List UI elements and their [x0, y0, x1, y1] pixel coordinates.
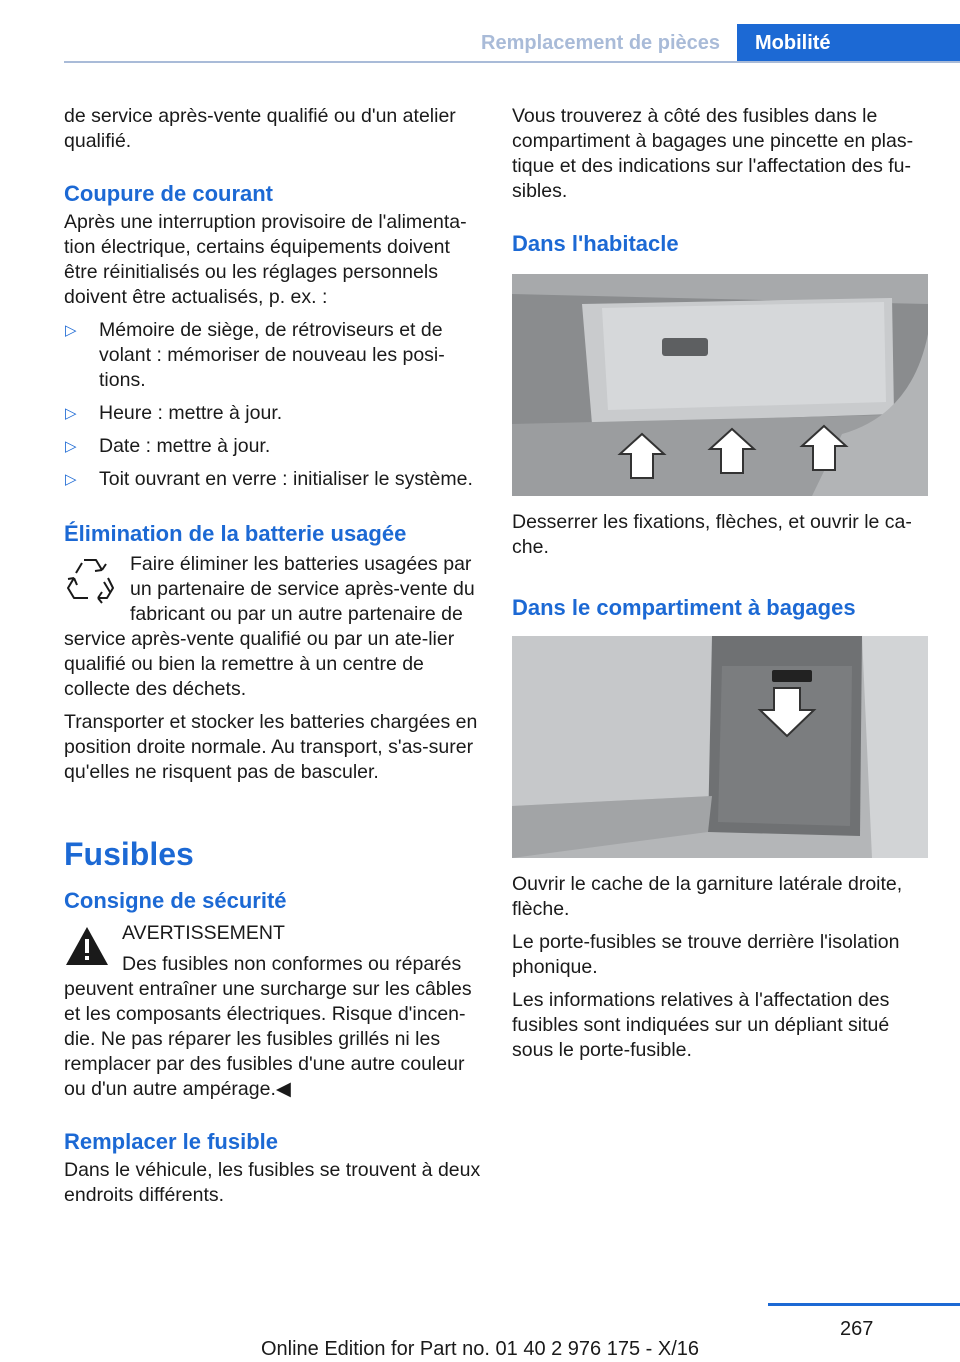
left-column: [64, 104, 482, 1208]
list-item: ▷ Heure : mettre à jour.: [65, 402, 283, 424]
running-header-section: Remplacement de pièces: [481, 32, 720, 54]
power-cut-text: Après une interruption provisoire de l'alimenta‐tion électrique, certains équipements doivent être réinitialisés ou les réglages personnels doivent être actualisés, p. ex. :: [64, 211, 467, 308]
fuses-heading: Fusibles: [64, 836, 194, 872]
cabin-heading: Dans l'habitacle: [512, 231, 679, 256]
list-item: ▷ Date : mettre à jour.: [65, 435, 271, 457]
footer-rule: [768, 1303, 960, 1306]
list-item: ▷ Mémoire de siège, de rétroviseurs et de volant : mémoriser de nouveau les posi‐tions.: [65, 319, 445, 391]
warning-label: AVERTISSEMENT: [122, 922, 285, 944]
fuse-assignment-text: Les informations relatives à l'affectation des fusibles sont indiquées sur un dépliant situé sous le porte-fusible.: [512, 989, 890, 1061]
warning-triangle-icon: [64, 925, 110, 967]
running-header-chapter: Mobilité: [737, 24, 960, 62]
replace-fuse-text: Dans le véhicule, les fusibles se trouvent à deux endroits différents.: [64, 1159, 481, 1206]
list-item: ▷ Toit ouvrant en verre : initialiser le système.: [65, 468, 473, 490]
disposal-block: [64, 552, 482, 702]
trunk-heading: Dans le compartiment à bagages: [512, 595, 856, 620]
warning-block: [64, 921, 482, 1102]
page-number: 267: [840, 1318, 874, 1340]
trunk-panel-photo: [512, 636, 928, 858]
triangle-bullet-icon: ▷: [65, 405, 77, 422]
edition-footer: Online Edition for Part no. 01 40 2 976 175 - X/16: [260, 1338, 700, 1360]
disposal-transport-text: Transporter et stocker les batteries chargées en position droite normale. Au transport, s'as‐surer qu'elles ne risquent pas de basculer.: [64, 711, 478, 783]
power-cut-heading: Coupure de courant: [64, 181, 274, 206]
warning-text: Des fusibles non conformes ou réparés peuvent entraîner une surcharge sur les câbles et les composants électriques. Risque d'incen‐die. Ne pas réparer les fusibles grillés ni les remplacer par des fusibles d'une autre couleur ou d'un autre ampérage.◀: [64, 953, 472, 1100]
cabin-caption: Desserrer les fixations, flèches, et ouvrir le ca‐che.: [512, 511, 912, 558]
trunk-caption: Ouvrir le cache de la garniture latérale droite, flèche.: [512, 873, 903, 920]
intro-paragraph: de service après-vente qualifié ou d'un atelier qualifié.: [64, 105, 456, 152]
recycle-icon: [64, 552, 116, 604]
header-rule: [64, 61, 960, 63]
triangle-bullet-icon: ▷: [65, 471, 77, 488]
power-cut-list: [64, 318, 482, 492]
triangle-bullet-icon: ▷: [65, 322, 77, 339]
triangle-bullet-icon: ▷: [65, 438, 77, 455]
right-column: [512, 104, 930, 1063]
disposal-heading: Élimination de la batterie usagée: [64, 521, 407, 546]
pincer-text: Vous trouverez à côté des fusibles dans le compartiment à bagages une pincette en plas‐tique et des indications sur l'affectation des fu‐sibles.: [512, 105, 914, 202]
disposal-text: Faire éliminer les batteries usagées par un partenaire de service après-vente du fabricant ou par un autre partenaire de service après-vente qualifié ou par un ate‐lier qualifié ou bien la remettre à un centre de collecte des déchets.: [64, 553, 475, 700]
replace-fuse-heading: Remplacer le fusible: [64, 1129, 278, 1154]
safety-heading: Consigne de sécurité: [64, 888, 287, 913]
fuse-holder-location-text: Le porte-fusibles se trouve derrière l'isolation phonique.: [512, 931, 900, 978]
glovebox-photo: [512, 274, 928, 496]
